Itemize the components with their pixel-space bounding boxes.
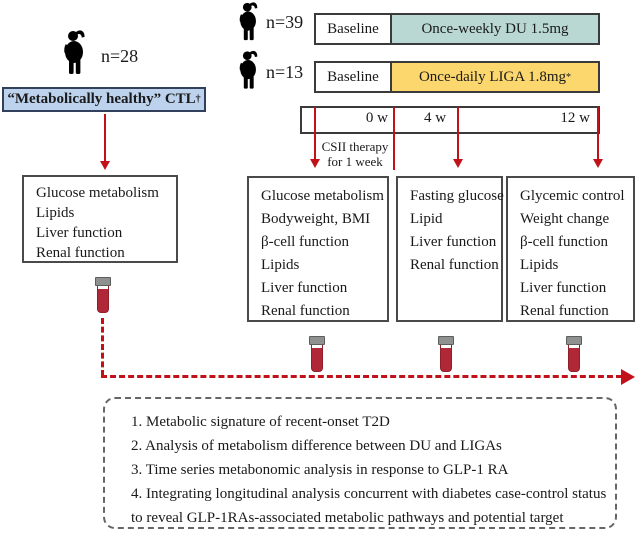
summary-line: 4. Integrating longitudinal analysis concurrent with diabetes case-control status [131,486,607,502]
panel-line: Liver function [36,225,123,241]
week4-arrow-line [457,107,459,160]
panel-line: Lipids [36,205,75,221]
obese-person-icon [60,30,90,75]
liga-asterisk-sup: * [566,71,572,83]
panel-line: Lipids [261,257,300,273]
liga-treatment-box [390,61,600,93]
timeline-tick-0w: 0 w [365,110,388,126]
csii-arrow-line [314,107,316,160]
liga-baseline-label: Baseline [327,68,379,85]
summary-line: 2. Analysis of metabolism difference between DU and LIGAs [131,438,502,454]
liga-sample-size: n=13 [266,62,304,82]
tube-cap [95,277,111,286]
du-baseline-box [314,13,392,45]
ctl-sample-size: n=28 [101,46,139,66]
du-treatment-label: Once-weekly DU 1.5mg [421,20,569,37]
panel-line: Glucose metabolism [261,188,384,204]
dashed-arrowhead-icon [621,369,635,385]
ctl-assessment-panel [22,175,178,263]
du-treatment-box [390,13,600,45]
week12-arrow-line [597,107,599,160]
ctl-group-box [2,87,206,112]
ctl-group-label: “Metabolically healthy” CTL [7,91,196,107]
csii-therapy-note [318,139,392,169]
tube-body [440,345,452,372]
panel-line: Glucose metabolism [36,185,159,201]
tube-cap [438,336,454,345]
tube-cap [566,336,582,345]
week0-assessment-panel [247,176,389,322]
summary-line: 3. Time series metabonomic analysis in response to GLP-1 RA [131,462,509,478]
panel-line: Lipid [410,211,443,227]
ctl-dagger-sup: † [195,94,201,105]
panel-line: Renal function [261,303,350,319]
summary-line: to reveal GLP-1RAs-associated metabolic pathways and potential target [131,510,564,526]
panel-line: Renal function [520,303,609,319]
panel-line: Lipids [520,257,559,273]
tube-body [311,345,323,372]
summary-line: 1. Metabolic signature of recent-onset T2D [131,414,390,430]
panel-line: Weight change [520,211,610,227]
week12-arrowhead-icon [593,159,603,168]
panel-line: Fasting glucose [410,188,504,204]
week4-assessment-panel [396,176,503,322]
panel-line: Liver function [410,234,497,250]
week4-arrowhead-icon [453,159,463,168]
csii-note-line1: CSII therapy [321,139,389,154]
week0-marker-line [393,107,395,170]
timeline-tick-12w: 12 w [560,110,590,126]
panel-line: Liver function [520,280,607,296]
panel-line: Renal function [36,245,125,261]
panel-line: Glycemic control [520,188,625,204]
csii-note-line2: for 1 week [327,154,383,169]
week12-assessment-panel [506,176,635,322]
tube-body [97,286,109,313]
panel-line: β-cell function [261,234,350,250]
blood-tube-icon [566,336,582,372]
ctl-down-arrowhead-icon [100,161,110,170]
blood-tube-icon [95,277,111,313]
liga-baseline-box [314,61,392,93]
timeline-tick-4w: 4 w [423,110,447,126]
tube-body [568,345,580,372]
blood-tube-icon [438,336,454,372]
ctl-down-arrow-line [104,114,106,162]
panel-line: Bodyweight, BMI [261,211,371,227]
obese-person-icon [236,2,262,41]
dashed-arrow-vertical [101,318,104,376]
summary-box [103,397,617,529]
obese-person-icon [236,50,262,90]
liga-treatment-label: Once-daily LIGA 1.8mg [418,68,567,85]
du-sample-size: n=39 [266,12,304,32]
tube-cap [309,336,325,345]
dashed-arrow-horizontal [101,375,622,378]
panel-line: β-cell function [520,234,609,250]
blood-tube-icon [309,336,325,372]
panel-line: Liver function [261,280,348,296]
panel-line: Renal function [410,257,499,273]
du-baseline-label: Baseline [327,20,379,37]
